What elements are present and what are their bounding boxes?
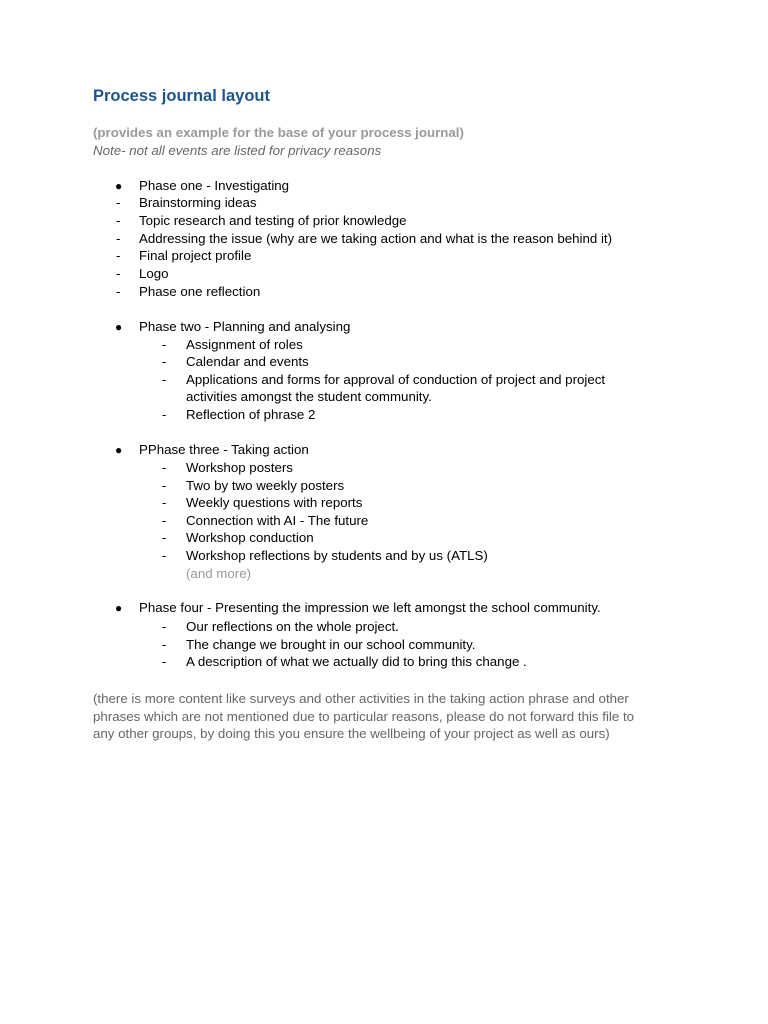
phase-three-heading: PPhase three - Taking action	[139, 442, 309, 457]
dash-marker: -	[116, 213, 121, 228]
list-item: Final project profile	[139, 248, 252, 263]
list-item: Addressing the issue (why are we taking action and what is the reason behind it)	[139, 231, 613, 246]
footer-note	[93, 690, 693, 743]
dash-marker: -	[116, 266, 121, 281]
list-item: Applications and forms for approval of conduction of project and project	[186, 372, 606, 387]
dash-marker: -	[162, 513, 167, 528]
dash-marker: -	[162, 548, 167, 563]
bullet-marker: ●	[115, 443, 123, 457]
list-item-continued: activities amongst the student community.	[186, 389, 432, 404]
list-item: Our reflections on the whole project.	[186, 619, 399, 634]
dash-marker: -	[162, 337, 167, 352]
dash-marker: -	[116, 231, 121, 246]
list-item: Two by two weekly posters	[186, 478, 345, 493]
list-item: Workshop posters	[186, 460, 293, 475]
dash-marker: -	[162, 495, 167, 510]
dash-marker: -	[116, 248, 121, 263]
dash-marker: -	[162, 354, 167, 369]
dash-marker: -	[162, 478, 167, 493]
bullet-marker: ●	[115, 320, 123, 334]
footer-line: phrases which are not mentioned due to particular reasons, please do not forward this file to	[93, 708, 635, 724]
dash-marker: -	[162, 372, 167, 387]
list-item: Calendar and events	[186, 354, 309, 369]
document-subtitle: (provides an example for the base of your process journal)	[93, 125, 464, 140]
list-item: Reflection of phrase 2	[186, 407, 316, 422]
list-item: Connection with AI - The future	[186, 513, 369, 528]
list-item: Weekly questions with reports	[186, 495, 363, 510]
bullet-marker: ●	[115, 601, 123, 615]
list-item: The change we brought in our school community.	[186, 637, 476, 652]
phase-two-heading: Phase two - Planning and analysing	[139, 319, 351, 334]
dash-marker: -	[116, 195, 121, 210]
list-item: Phase one reflection	[139, 284, 261, 299]
list-item: Topic research and testing of prior knowledge	[139, 213, 407, 228]
and-more-note: (and more)	[186, 566, 252, 581]
footer-line: (there is more content like surveys and other activities in the taking action phrase and other	[93, 691, 629, 706]
footer-line: any other groups, by doing this you ensure the wellbeing of your project as well as ours)	[93, 726, 610, 741]
list-item: Logo	[139, 266, 169, 281]
dash-marker: -	[162, 460, 167, 475]
phase-one-heading: Phase one - Investigating	[139, 178, 290, 193]
dash-marker: -	[162, 407, 167, 422]
document-title: Process journal layout	[93, 87, 270, 105]
bullet-marker: ●	[115, 179, 123, 193]
list-item: Workshop reflections by students and by us (ATLS)	[186, 548, 488, 563]
list-item: Brainstorming ideas	[139, 195, 257, 210]
list-item: A description of what we actually did to bring this change .	[186, 654, 527, 669]
dash-marker: -	[116, 284, 121, 299]
dash-marker: -	[162, 619, 167, 634]
list-item: Assignment of roles	[186, 337, 303, 352]
dash-marker: -	[162, 637, 167, 652]
dash-marker: -	[162, 654, 167, 669]
list-item: Workshop conduction	[186, 530, 314, 545]
privacy-note: Note- not all events are listed for privacy reasons	[93, 143, 382, 158]
dash-marker: -	[162, 530, 167, 545]
phase-four-heading: Phase four - Presenting the impression we left amongst the school community.	[139, 600, 601, 615]
